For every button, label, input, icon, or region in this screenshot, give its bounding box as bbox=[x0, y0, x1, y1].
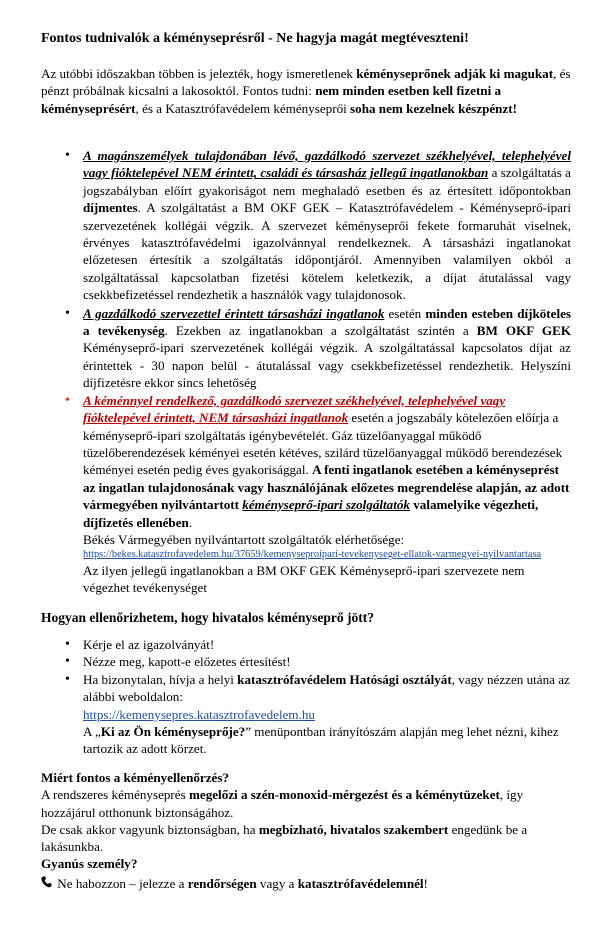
why-heading: Miért fontos a kéményellenőrzés? bbox=[41, 770, 229, 785]
intro-bold-2: nem minden esetben kell fizetni a kéményseprésért bbox=[41, 83, 502, 116]
check-item-1: Kérje el az igazolványát! bbox=[83, 637, 215, 652]
bullet-3-heading: A kéménnyel rendelkező, gazdálkodó szervezet székhelyével, telephelyével vagy fióktelepével érintett, NEM társasházi ingatlanok bbox=[83, 392, 506, 426]
intro-bold-1: kéményseprőnek adják ki magukat bbox=[356, 66, 554, 81]
why-text-2: , így hozzájárul otthonunk biztonságához. bbox=[41, 787, 524, 820]
bullet-1-heading: A magánszemélyek tulajdonában lévő, gazdálkodó szervezet székhelyével, telephelyével vagy fióktelepével NEM érintett, családi és társasház jellegű ingatlanokban bbox=[83, 148, 571, 181]
bullet-3-bold-1: A fenti ingatlanok esetében a kéményseprést az ingatlan tulajdonosának vagy használójának előzetes megrendelése alapján, az adott vármegyében nyilvántartott bbox=[83, 462, 570, 513]
bullet-3-providers-link: kéményseprő-ipari szolgáltatók bbox=[242, 497, 410, 513]
why-bold-1: megelőzi a szén-monoxid-mérgezést és a kéménytüzeket bbox=[188, 787, 500, 803]
bullet-2-heading: A gazdálkodó szervezettel érintett társasházi ingatlanok bbox=[83, 305, 385, 321]
bullet-dot-icon: • bbox=[65, 148, 70, 163]
intro-text-1: Az utóbbi időszakban többen is jelezték, hogy ismeretlenek bbox=[41, 66, 357, 81]
bullet-3-note: Az ilyen jellegű ingatlanokban a BM OKF GEK Kéményseprő-ipari szervezete nem végezhet tevékenységet bbox=[83, 562, 525, 596]
providers-registry-link[interactable]: https://bekes.katasztrofavedelem.hu/37659/kemenyseproipari-tevekenyseget-ellatok-varmegyei-nyilvantartasa bbox=[83, 549, 542, 561]
bullet-1-bold: díjmentes bbox=[83, 200, 138, 216]
check-heading: Hogyan ellenőrizhetem, hogy hivatalos kéményseprő jött? bbox=[41, 610, 374, 625]
bullet-dot-icon: • bbox=[65, 305, 70, 321]
why-text-4: engedünk be a lakásunkba. bbox=[41, 821, 528, 855]
list-item bbox=[65, 147, 571, 304]
disaster-management-bold: katasztrófavédelemnél bbox=[297, 875, 424, 891]
bullet-dot-icon: • bbox=[65, 654, 70, 670]
bullet-1-text-2: . A szolgáltatást a BM OKF GEK – Katasztrófavédelem - Kéményseprő-ipari szervezetének kollégái végzik. A szervezet kéményseprői fekete formaruhát viselnek, érvényes katasztrófavédelmi igazolvánnyal rendelkeznek. A társasházi ingatlanokat előzetesen értesítik a szolgáltatás időpontjáról. Amennyiben valamilyen okból a szolgáltatással kapcsolatban fizetési kötelem keletkezik, a díjat átutalással vagy csekkbefizetéssel rendezhetik a használók vagy tulajdonosok. bbox=[83, 200, 571, 303]
bullet-1-text-1: a szolgáltatás a jogszabályban előírt gyakoriságot nem meghaladó esetben és az értesített időpontokban bbox=[83, 165, 571, 198]
check-list bbox=[41, 636, 571, 758]
check-item-3-text-3: A „ bbox=[83, 724, 101, 740]
list-item bbox=[65, 671, 571, 758]
intro-text-3: , és a Katasztrófavédelem kéményseprői bbox=[135, 100, 351, 116]
check-item-3-text-1: Ha bizonytalan, hívja a helyi bbox=[83, 671, 238, 687]
check-item-2: Nézze meg, kapott-e előzetes értesítést! bbox=[83, 654, 291, 670]
page-title: Fontos tudnivalók a kéményseprésről - Ne hagyja magát megtéveszteni! bbox=[41, 31, 469, 46]
why-text-1: A rendszeres kéményseprés bbox=[41, 787, 189, 803]
suspect-heading: Gyanús személy? bbox=[41, 856, 138, 872]
list-item bbox=[65, 636, 571, 653]
bullet-dot-icon: • bbox=[65, 637, 70, 652]
list-item bbox=[65, 392, 571, 597]
bullet-3-text-1: esetén a jogszabály kötelezően előírja a kéményseprő-ipari szolgáltatás igénybevételét. Gáz tüzelőanyaggal működő tüzelőberendezések kéményei esetén kétéves, szilárd tüzelőanyaggal működő berendezések kéményei esetén pedig éves gyakorisággal. bbox=[83, 410, 563, 478]
report-text-1: Ne habozzon – jelezze a bbox=[54, 875, 188, 891]
info-bullet-list bbox=[41, 147, 571, 597]
bullet-3-bold-2: valamelyike végezheti, díjfizetés ellenében bbox=[83, 497, 539, 530]
check-item-3-bold: katasztrófavédelem Hatósági osztályát bbox=[237, 671, 452, 687]
intro-text-2: , és pénzt próbálnak kicsalni a lakosoktól. Fontos tudni: bbox=[41, 66, 571, 99]
report-text-2: vagy a bbox=[256, 875, 298, 891]
report-text-3: ! bbox=[423, 875, 428, 891]
bullet-dot-icon: • bbox=[65, 671, 70, 687]
bullet-2-bold-2: BM OKF GEK bbox=[476, 323, 571, 339]
bullet-dot-icon: • bbox=[65, 392, 70, 408]
why-section bbox=[41, 769, 571, 892]
check-item-3-text-4: ” menüpontban irányítószám alapján meg lehet nézni, kihez tartozik az adott körzet. bbox=[83, 724, 559, 757]
why-text-3: De csak akkor vagyunk biztonságban, ha bbox=[41, 821, 259, 837]
list-item bbox=[65, 305, 572, 392]
menu-item-name: Ki az Ön kéményseprője? bbox=[100, 724, 246, 740]
bullet-3-contacts-label: Békés Vármegyében nyilvántartott szolgáltatók elérhetősége: bbox=[83, 531, 405, 547]
bullet-3-text-2: . bbox=[188, 514, 193, 530]
intro-paragraph bbox=[41, 65, 571, 117]
why-bold-2: megbízható, hivatalos szakembert bbox=[258, 821, 449, 837]
bullet-2-text-1: esetén bbox=[384, 305, 426, 321]
phone-icon bbox=[41, 875, 54, 892]
list-item bbox=[65, 653, 571, 670]
bullet-2-text-2: . Ezekben az ingatlanokban a szolgáltatást szintén a bbox=[164, 323, 477, 339]
kemenyseprés-website-link[interactable]: https://kemenysepres.katasztrofavedelem.hu bbox=[83, 706, 315, 722]
bullet-2-text-3: Kéményseprő-ipari szervezetének kollégái végzik. A szolgáltatással kapcsolatos díjat az érintettek - 30 napon belül - átutalással vagy csekkbefizetéssel rendezhetik. Helyszíni díjfizetésre ekkor sincs lehetőség bbox=[83, 340, 571, 391]
police-bold: rendőrségen bbox=[187, 875, 257, 891]
check-item-3-text-2: , vagy nézzen utána az alábbi weboldalon: bbox=[83, 671, 570, 705]
intro-bold-3: soha nem kezelnek készpénzt! bbox=[350, 100, 517, 116]
bullet-2-bold-1: minden esteben díjköteles a tevékenység bbox=[83, 305, 572, 339]
